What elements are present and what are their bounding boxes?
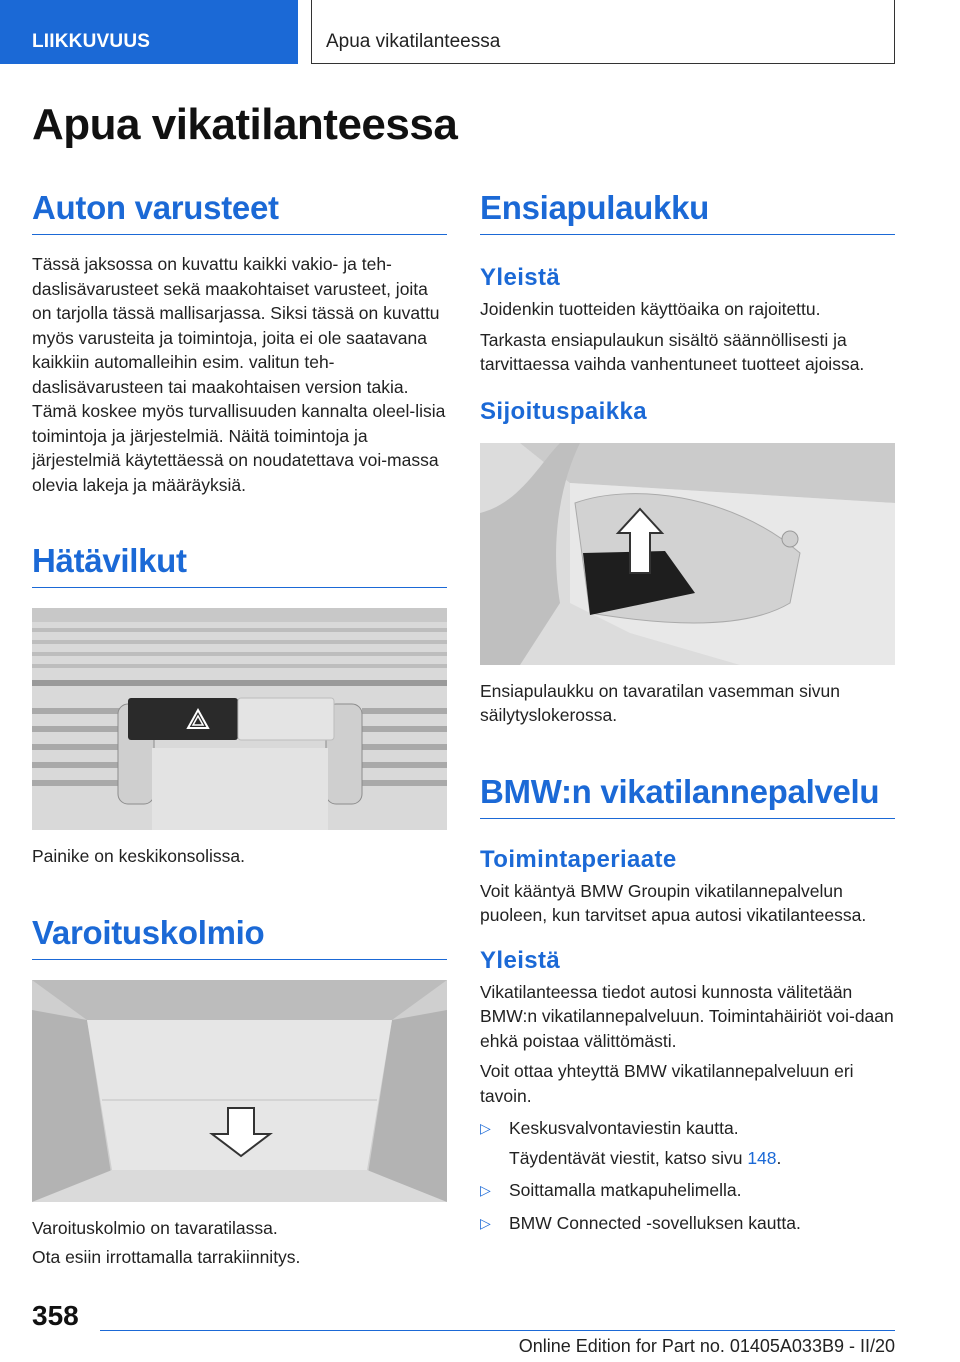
triangle-caption-removal: Ota esiin irrottamalla tarrakiinnitys. [32,1247,301,1267]
hazard-button-image [32,608,447,830]
hazard-caption: Painike on keskikonsolissa. [32,846,246,866]
list-item-note: Täydentävät viestit, katso sivu 148. [509,1147,782,1168]
triangle-bullet-icon: ▷ [480,1182,491,1198]
list-item: ▷ BMW Connected -sovelluksen kautta. [480,1211,895,1236]
footer-divider [100,1330,895,1331]
page-title: Apua vikatilanteessa [32,100,458,149]
first-aid-location-caption: Ensiapulaukku on tavaratilan vasemman sivun säilytyslokerossa. [480,680,840,725]
page-number: 358 [32,1300,79,1331]
triangle-bullet-icon: ▷ [480,1214,491,1231]
subheading-yleista-bmw: Yleistä [480,946,561,974]
auton-varusteet-body: Tässä jaksossa on kuvattu kaikki vakio- ja teh-daslisävarusteet sekä maakohtaiset varusteet, joita on tarjolla tässä mallisarjassa. Siksi tässä on kuvattu myös varusteita ja toimintoja, joita ei ole saatavana kaikkiin automalleihin esim. valitun teh-daslisävarusteen tai maakohtaisen version takia. Tämä koskee myös turvallisuuden kannalta oleel-lisia toimintoja ja järjestelmiä. Näitä toimintoja ja järjestelmiä käytettäessä on noudatettava voi-massa olevia lakeja ja määräyksiä. [32,254,446,495]
heading-bmw-vikatilannepalvelu: BMW:n vikatilannepalvelu [480,772,895,819]
breakdown-principle: Voit kääntyä BMW Groupin vikatilannepalvelun puoleen, kun tarvitset apua autosi vikatilanteessa. [480,880,867,925]
first-aid-shelf-life: Joidenkin tuotteiden käyttöaika on rajoitettu. [480,299,821,319]
heading-varoituskolmio: Varoituskolmio [32,913,447,960]
heading-ensiapulaukku: Ensiapulaukku [480,188,895,235]
first-aid-location-image [480,443,895,665]
right-column [480,188,895,1235]
trunk-warning-triangle-image [32,980,447,1202]
first-aid-check: Tarkasta ensiapulaukun sisältö säännöllisesti ja tarvittaessa vaihda vanhentuneet tuotteet ajoissa. [480,329,865,374]
chapter-header: Apua vikatilanteessa [311,0,895,64]
list-item: ▷ Keskusvalvontaviestin kautta. [480,1116,895,1141]
subheading-sijoituspaikka: Sijoituspaikka [480,397,647,425]
triangle-bullet-icon: ▷ [480,1120,491,1136]
heading-auton-varusteet: Auton varusteet [32,188,447,235]
subheading-toimintaperiaate: Toimintaperiaate [480,845,677,873]
heading-hatavilkut: Hätävilkut [32,541,447,588]
page-148-link[interactable]: 148 [747,1147,777,1168]
breakdown-contact-ways: Voit ottaa yhteyttä BMW vikatilannepalveluun eri tavoin. [480,1061,854,1106]
triangle-caption-location: Varoituskolmio on tavaratilassa. [32,1217,278,1238]
breakdown-general: Vikatilanteessa tiedot autosi kunnosta välitetään BMW:n vikatilannepalveluun. Toimintahäiriöt voi-daan ehkä poistaa välittömästi. [480,981,894,1051]
section-tab: LIIKKUVUUS [0,0,298,64]
list-item: ▷ Soittamalla matkapuhelimella. [480,1178,895,1203]
left-column [32,188,447,1270]
edition-footer: Online Edition for Part no. 01405A033B9 - II/20 [518,1336,895,1356]
subheading-yleista-ensiapu: Yleistä [480,264,561,291]
